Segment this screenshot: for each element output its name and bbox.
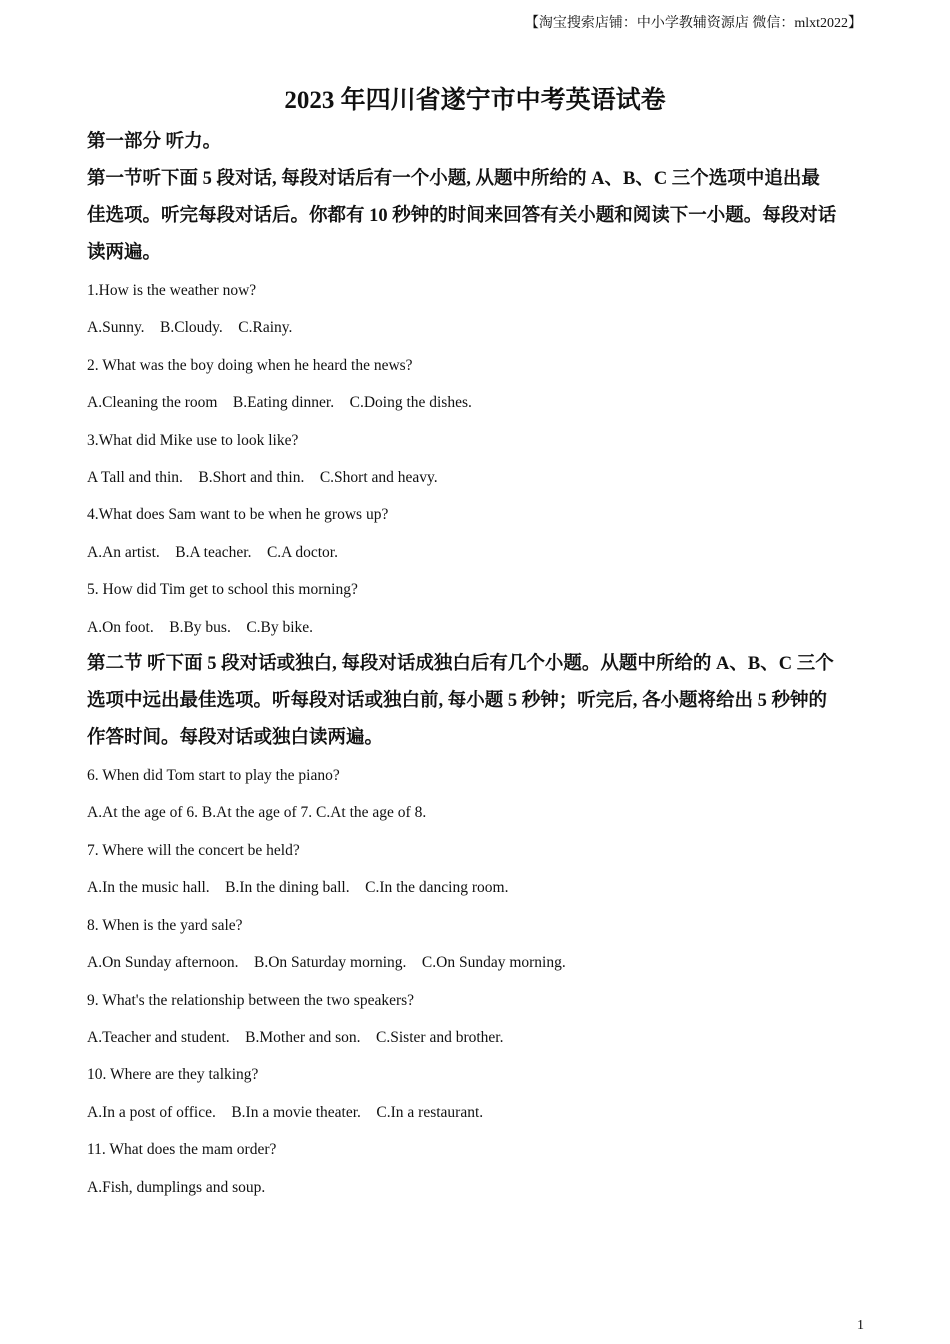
header-note: 【淘宝搜索店铺：中小学教辅资源店 微信：mlxt2022】: [524, 16, 862, 31]
section1-instructions: [87, 161, 867, 272]
question-options: A.An artist. B.A teacher. C.A doctor.: [87, 543, 338, 561]
question-text: 3.What did Mike use to look like?: [87, 431, 299, 449]
question-options: A.In the music hall. B.In the dining ball. C.In the dancing room.: [87, 879, 509, 897]
question-text: 10. Where are they talking?: [87, 1066, 259, 1084]
instruction-line: 第二节 听下面 5 段对话或独白, 每段对话成独白后有几个小题。从题中所给的 A、B、C 三个: [87, 654, 834, 675]
question-options: A.Fish, dumplings and soup.: [87, 1178, 266, 1196]
section2-instructions: [87, 646, 867, 757]
exam-content: [87, 124, 867, 1206]
question-text: 7. Where will the concert be held?: [87, 841, 300, 859]
question-text: 9. What's the relationship between the two speakers?: [87, 991, 415, 1009]
instruction-line: 作答时间。每段对话或独白读两遍。: [87, 728, 384, 749]
instruction-line: 佳选项。听完每段对话后。你都有 10 秒钟的时间来回答有关小题和阅读下一小题。每段对话: [87, 206, 837, 226]
question-text: 1.How is the weather now?: [87, 282, 257, 299]
question-options: A.At the age of 6. B.At the age of 7. C.At the age of 8.: [87, 804, 427, 822]
question-text: 6. When did Tom start to play the piano?: [87, 767, 340, 785]
question-options: A.Sunny. B.Cloudy. C.Rainy.: [87, 319, 293, 337]
part-heading: 第一部分 听力。: [87, 132, 222, 152]
instruction-line: 读两遍。: [87, 243, 162, 263]
question-text: 4.What does Sam want to be when he grows up?: [87, 506, 389, 524]
question-text: 11. What does the mam order?: [87, 1141, 277, 1159]
question-options: A.In a post of office. B.In a movie theater. C.In a restaurant.: [87, 1103, 484, 1121]
question-text: 5. How did Tim get to school this morning?: [87, 581, 358, 599]
page-title: 2023 年四川省遂宁市中考英语试卷: [284, 87, 666, 114]
question-options: A Tall and thin. B.Short and thin. C.Short and heavy.: [87, 469, 438, 487]
question-list-a: [87, 272, 867, 646]
question-options: A.On Sunday afternoon. B.On Saturday morning. C.On Sunday morning.: [87, 954, 566, 972]
question-list-b: [87, 757, 867, 1206]
question-options: A.Cleaning the room B.Eating dinner. C.Doing the dishes.: [87, 394, 472, 412]
question-text: 2. What was the boy doing when he heard the news?: [87, 356, 413, 374]
page-number: 1: [857, 1318, 864, 1333]
question-options: A.Teacher and student. B.Mother and son. C.Sister and brother.: [87, 1028, 504, 1046]
question-text: 8. When is the yard sale?: [87, 916, 243, 934]
instruction-line: 选项中远出最佳选项。听每段对话或独白前, 每小题 5 秒钟；听完后, 各小题将给出 5 秒钟的: [87, 691, 828, 712]
instruction-line: 第一节听下面 5 段对话, 每段对话后有一个小题, 从题中所给的 A、B、C 三个选项中追出最: [87, 169, 820, 189]
question-options: A.On foot. B.By bus. C.By bike.: [87, 618, 314, 636]
